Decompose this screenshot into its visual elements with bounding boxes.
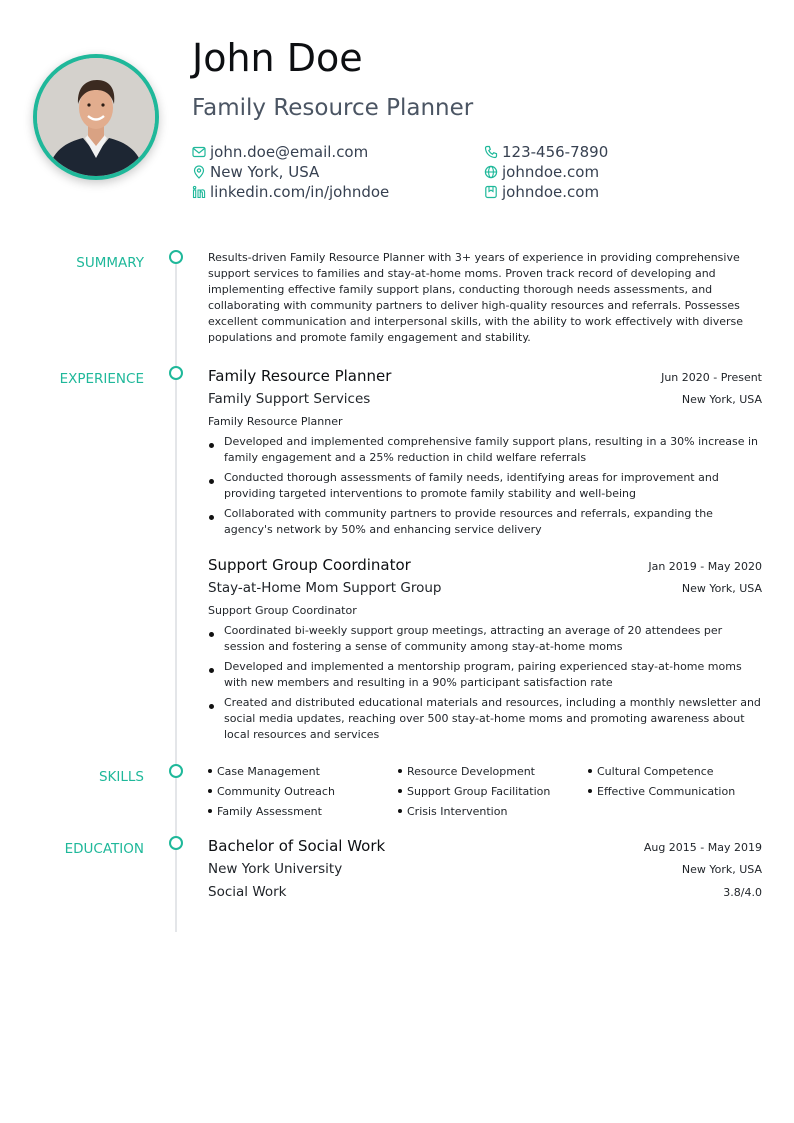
experience-entry	[208, 367, 762, 542]
section-heading-skills: SKILLS	[98, 769, 144, 785]
job-location: New York, USA	[681, 393, 762, 406]
job-title: Support Group Coordinator	[208, 556, 411, 574]
contact-phone[interactable]	[484, 143, 608, 161]
list-item: Developed and implemented a mentorship program, pairing experienced stay-at-home moms with new members and resulting in a 90% participant satisfaction rate	[208, 659, 762, 691]
education-dates: Aug 2015 - May 2019	[643, 841, 762, 854]
field-of-study: Social Work	[208, 884, 287, 900]
section-heading-summary: SUMMARY	[76, 255, 144, 271]
profile-photo	[33, 54, 159, 180]
linkedin-text: linkedin.com/in/johndoe	[210, 183, 390, 201]
job-role: Family Resource Planner	[208, 415, 343, 428]
skill-item: Case Management	[208, 764, 398, 780]
website-text: johndoe.com	[502, 163, 600, 181]
gpa: 3.8/4.0	[723, 886, 762, 899]
skill-item: Resource Development	[398, 764, 588, 780]
job-bullets	[208, 623, 762, 743]
job-company: Family Support Services	[208, 391, 371, 407]
timeline-dot-skills	[169, 764, 183, 778]
job-bullets	[208, 434, 762, 538]
timeline-dot-experience	[169, 366, 183, 380]
experience-entry	[208, 556, 762, 747]
skill-item: Crisis Intervention	[398, 804, 588, 820]
summary-text: Results-driven Family Resource Planner with 3+ years of experience in providing comprehensive support services to families and stay-at-home moms. Proven track record of developing and implementing effective family support plans, conducting thorough needs assessments, and collaborating with community partners to deliver high-quality resources and referrals. Possesses excellent communication and interpersonal skills, with the ability to work effectively with diverse populations and promote family engagement and stability.	[208, 251, 744, 344]
list-item: Collaborated with community partners to provide resources and referrals, expanding the agency's network by 50% and enhancing service delivery	[208, 506, 762, 538]
degree: Bachelor of Social Work	[208, 837, 386, 855]
job-title: Family Resource Planner	[208, 367, 392, 385]
school-location: New York, USA	[681, 863, 762, 876]
phone-text: 123-456-7890	[502, 143, 609, 161]
job-dates: Jan 2019 - May 2020	[648, 560, 762, 573]
job-company: Stay-at-Home Mom Support Group	[208, 580, 442, 596]
contact-linkedin[interactable]	[192, 183, 389, 201]
timeline-dot-summary	[169, 250, 183, 264]
timeline-line	[175, 258, 177, 932]
location-text: New York, USA	[210, 163, 320, 181]
phone-icon	[484, 145, 498, 159]
section-heading-education: EDUCATION	[64, 841, 144, 857]
contact-location	[192, 163, 319, 181]
section-heading-experience: EXPERIENCE	[59, 371, 144, 387]
skill-item: Effective Communication	[588, 784, 762, 800]
school: New York University	[208, 861, 343, 877]
candidate-name: John Doe	[192, 36, 363, 80]
candidate-title: Family Resource Planner	[192, 95, 474, 121]
skill-item: Community Outreach	[208, 784, 398, 800]
linkedin-icon	[192, 185, 206, 199]
list-item: Conducted thorough assessments of family needs, identifying areas for improvement and providing targeted interventions to promote family stability and well-being	[208, 470, 762, 502]
skills-list	[208, 764, 762, 820]
job-dates: Jun 2020 - Present	[661, 371, 762, 384]
list-item: Created and distributed educational materials and resources, including a monthly newsletter and social media updates, reaching over 500 stay-at-home moms and promoting awareness about local resources and services	[208, 695, 762, 743]
timeline-dot-education	[169, 836, 183, 850]
skill-item: Family Assessment	[208, 804, 398, 820]
map-pin-icon	[192, 165, 206, 179]
portfolio-text: johndoe.com	[502, 183, 600, 201]
list-item: Developed and implemented comprehensive family support plans, resulting in a 30% increase in family engagement and a 25% reduction in child welfare referrals	[208, 434, 762, 466]
contact-portfolio[interactable]	[484, 183, 599, 201]
skill-item: Cultural Competence	[588, 764, 762, 780]
skill-item: Support Group Facilitation	[398, 784, 588, 800]
contact-website[interactable]	[484, 163, 599, 181]
contact-email[interactable]	[192, 143, 368, 161]
job-location: New York, USA	[681, 582, 762, 595]
job-role: Support Group Coordinator	[208, 604, 357, 617]
globe-icon	[484, 165, 498, 179]
bookmark-icon	[484, 185, 498, 199]
email-text: john.doe@email.com	[210, 143, 369, 161]
mail-icon	[192, 145, 206, 159]
list-item: Coordinated bi-weekly support group meetings, attracting an average of 20 attendees per session and fostering a sense of community among stay-at-home moms	[208, 623, 762, 655]
education-entry	[208, 837, 762, 906]
